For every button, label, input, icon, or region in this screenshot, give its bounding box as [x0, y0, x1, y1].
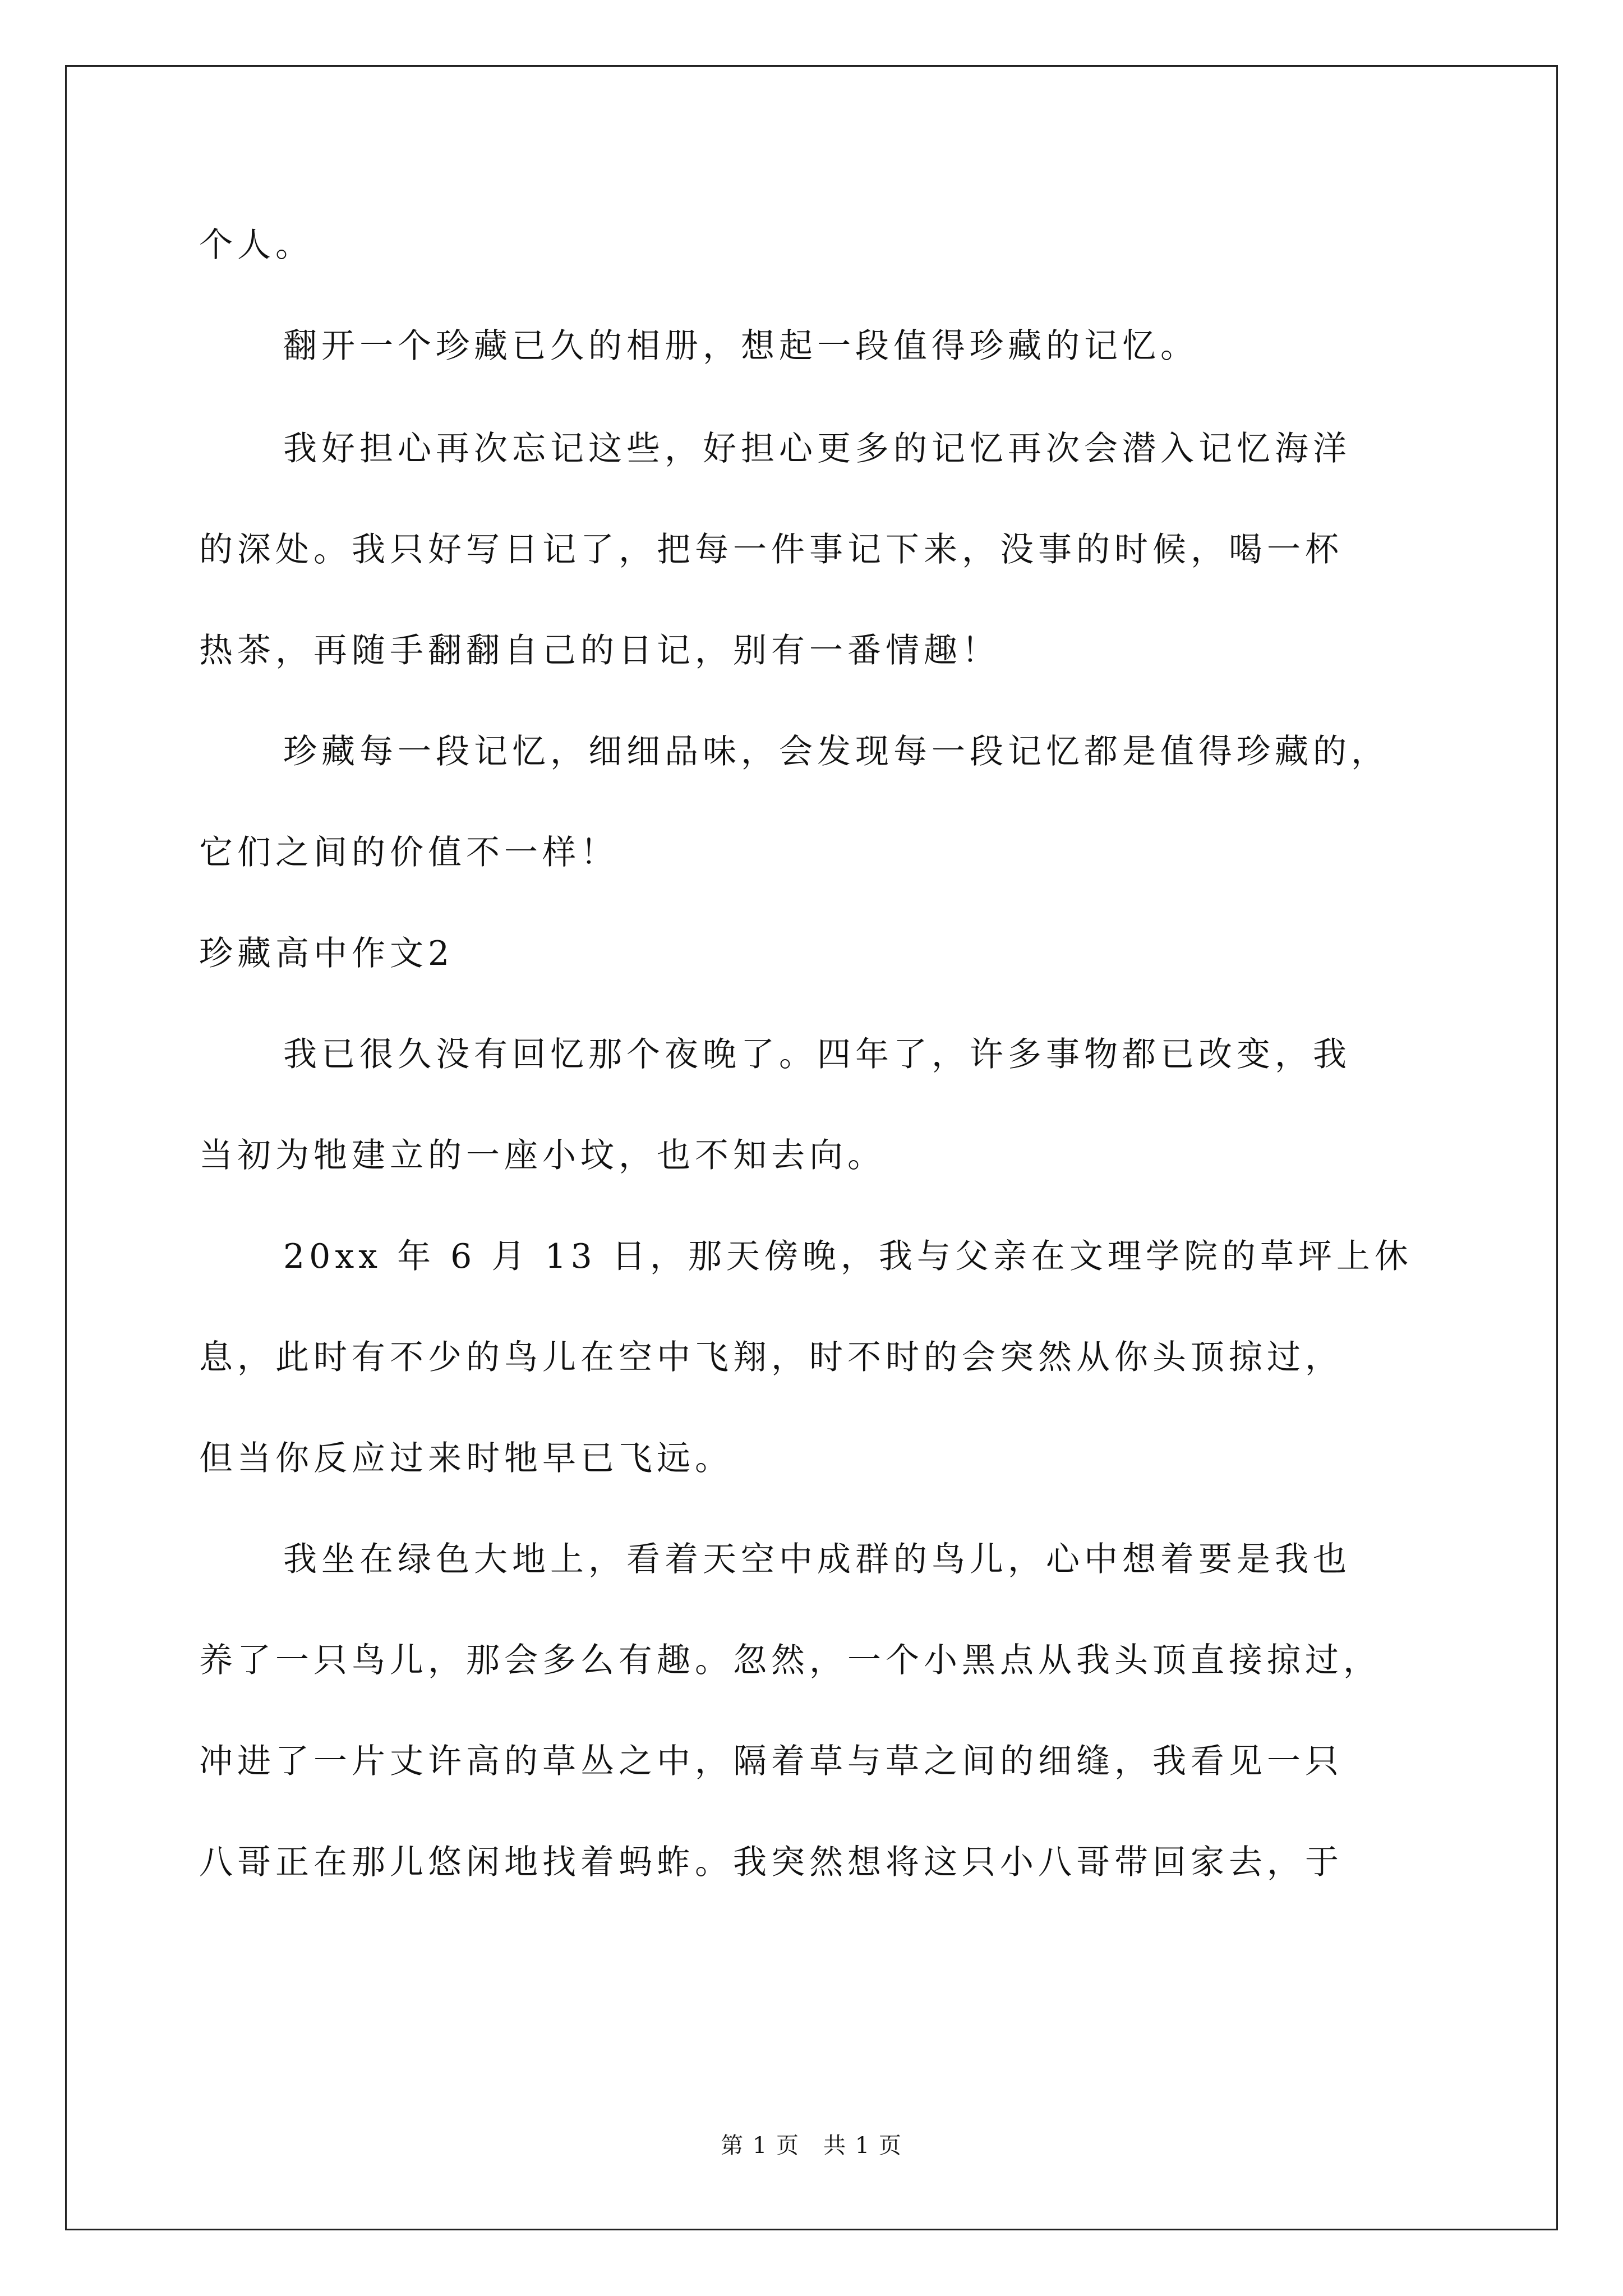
text-line: 八哥正在那儿悠闲地找着蚂蚱。我突然想将这只小八哥带回家去，于 — [199, 1843, 1343, 1882]
text-line: 它们之间的价值不一样！ — [199, 833, 619, 872]
section-heading: 珍藏高中作文2 — [199, 934, 454, 973]
text-line: 的深处。我只好写日记了，把每一件事记下来，没事的时候，喝一杯 — [199, 530, 1343, 569]
text-line: 冲进了一片丈许高的草丛之中，隔着草与草之间的细缝，我看见一只 — [199, 1742, 1343, 1781]
text-line: 个人。 — [199, 226, 313, 265]
text-line: 翻开一个珍藏已久的相册，想起一段值得珍藏的记忆。 — [283, 326, 1198, 366]
text-line: 我坐在绿色大地上，看着天空中成群的鸟儿，心中想着要是我也 — [283, 1540, 1351, 1579]
text-line: 我已很久没有回忆那个夜晚了。四年了，许多事物都已改变，我 — [283, 1035, 1351, 1074]
text-line: 当初为牠建立的一座小坟，也不知去向。 — [199, 1136, 886, 1175]
page-footer: 第 1 页 共 1 页 — [721, 2133, 902, 2159]
text-line: 但当你反应过来时牠早已飞远。 — [199, 1439, 733, 1478]
text-line: 20xx 年 6 月 13 日，那天傍晚，我与父亲在文理学院的草坪上休 — [283, 1237, 1413, 1276]
text-line: 珍藏每一段记忆，细细品味，会发现每一段记忆都是值得珍藏的， — [283, 732, 1389, 771]
text-line: 养了一只鸟儿，那会多么有趣。忽然，一个小黑点从我头顶直接掠过， — [199, 1641, 1381, 1680]
text-line: 我好担心再次忘记这些，好担心更多的记忆再次会潜入记忆海洋 — [283, 429, 1351, 468]
text-line: 热茶，再随手翻翻自己的日记，别有一番情趣！ — [199, 631, 1000, 670]
text-line: 息，此时有不少的鸟儿在空中飞翔，时不时的会突然从你头顶掠过， — [199, 1338, 1343, 1377]
